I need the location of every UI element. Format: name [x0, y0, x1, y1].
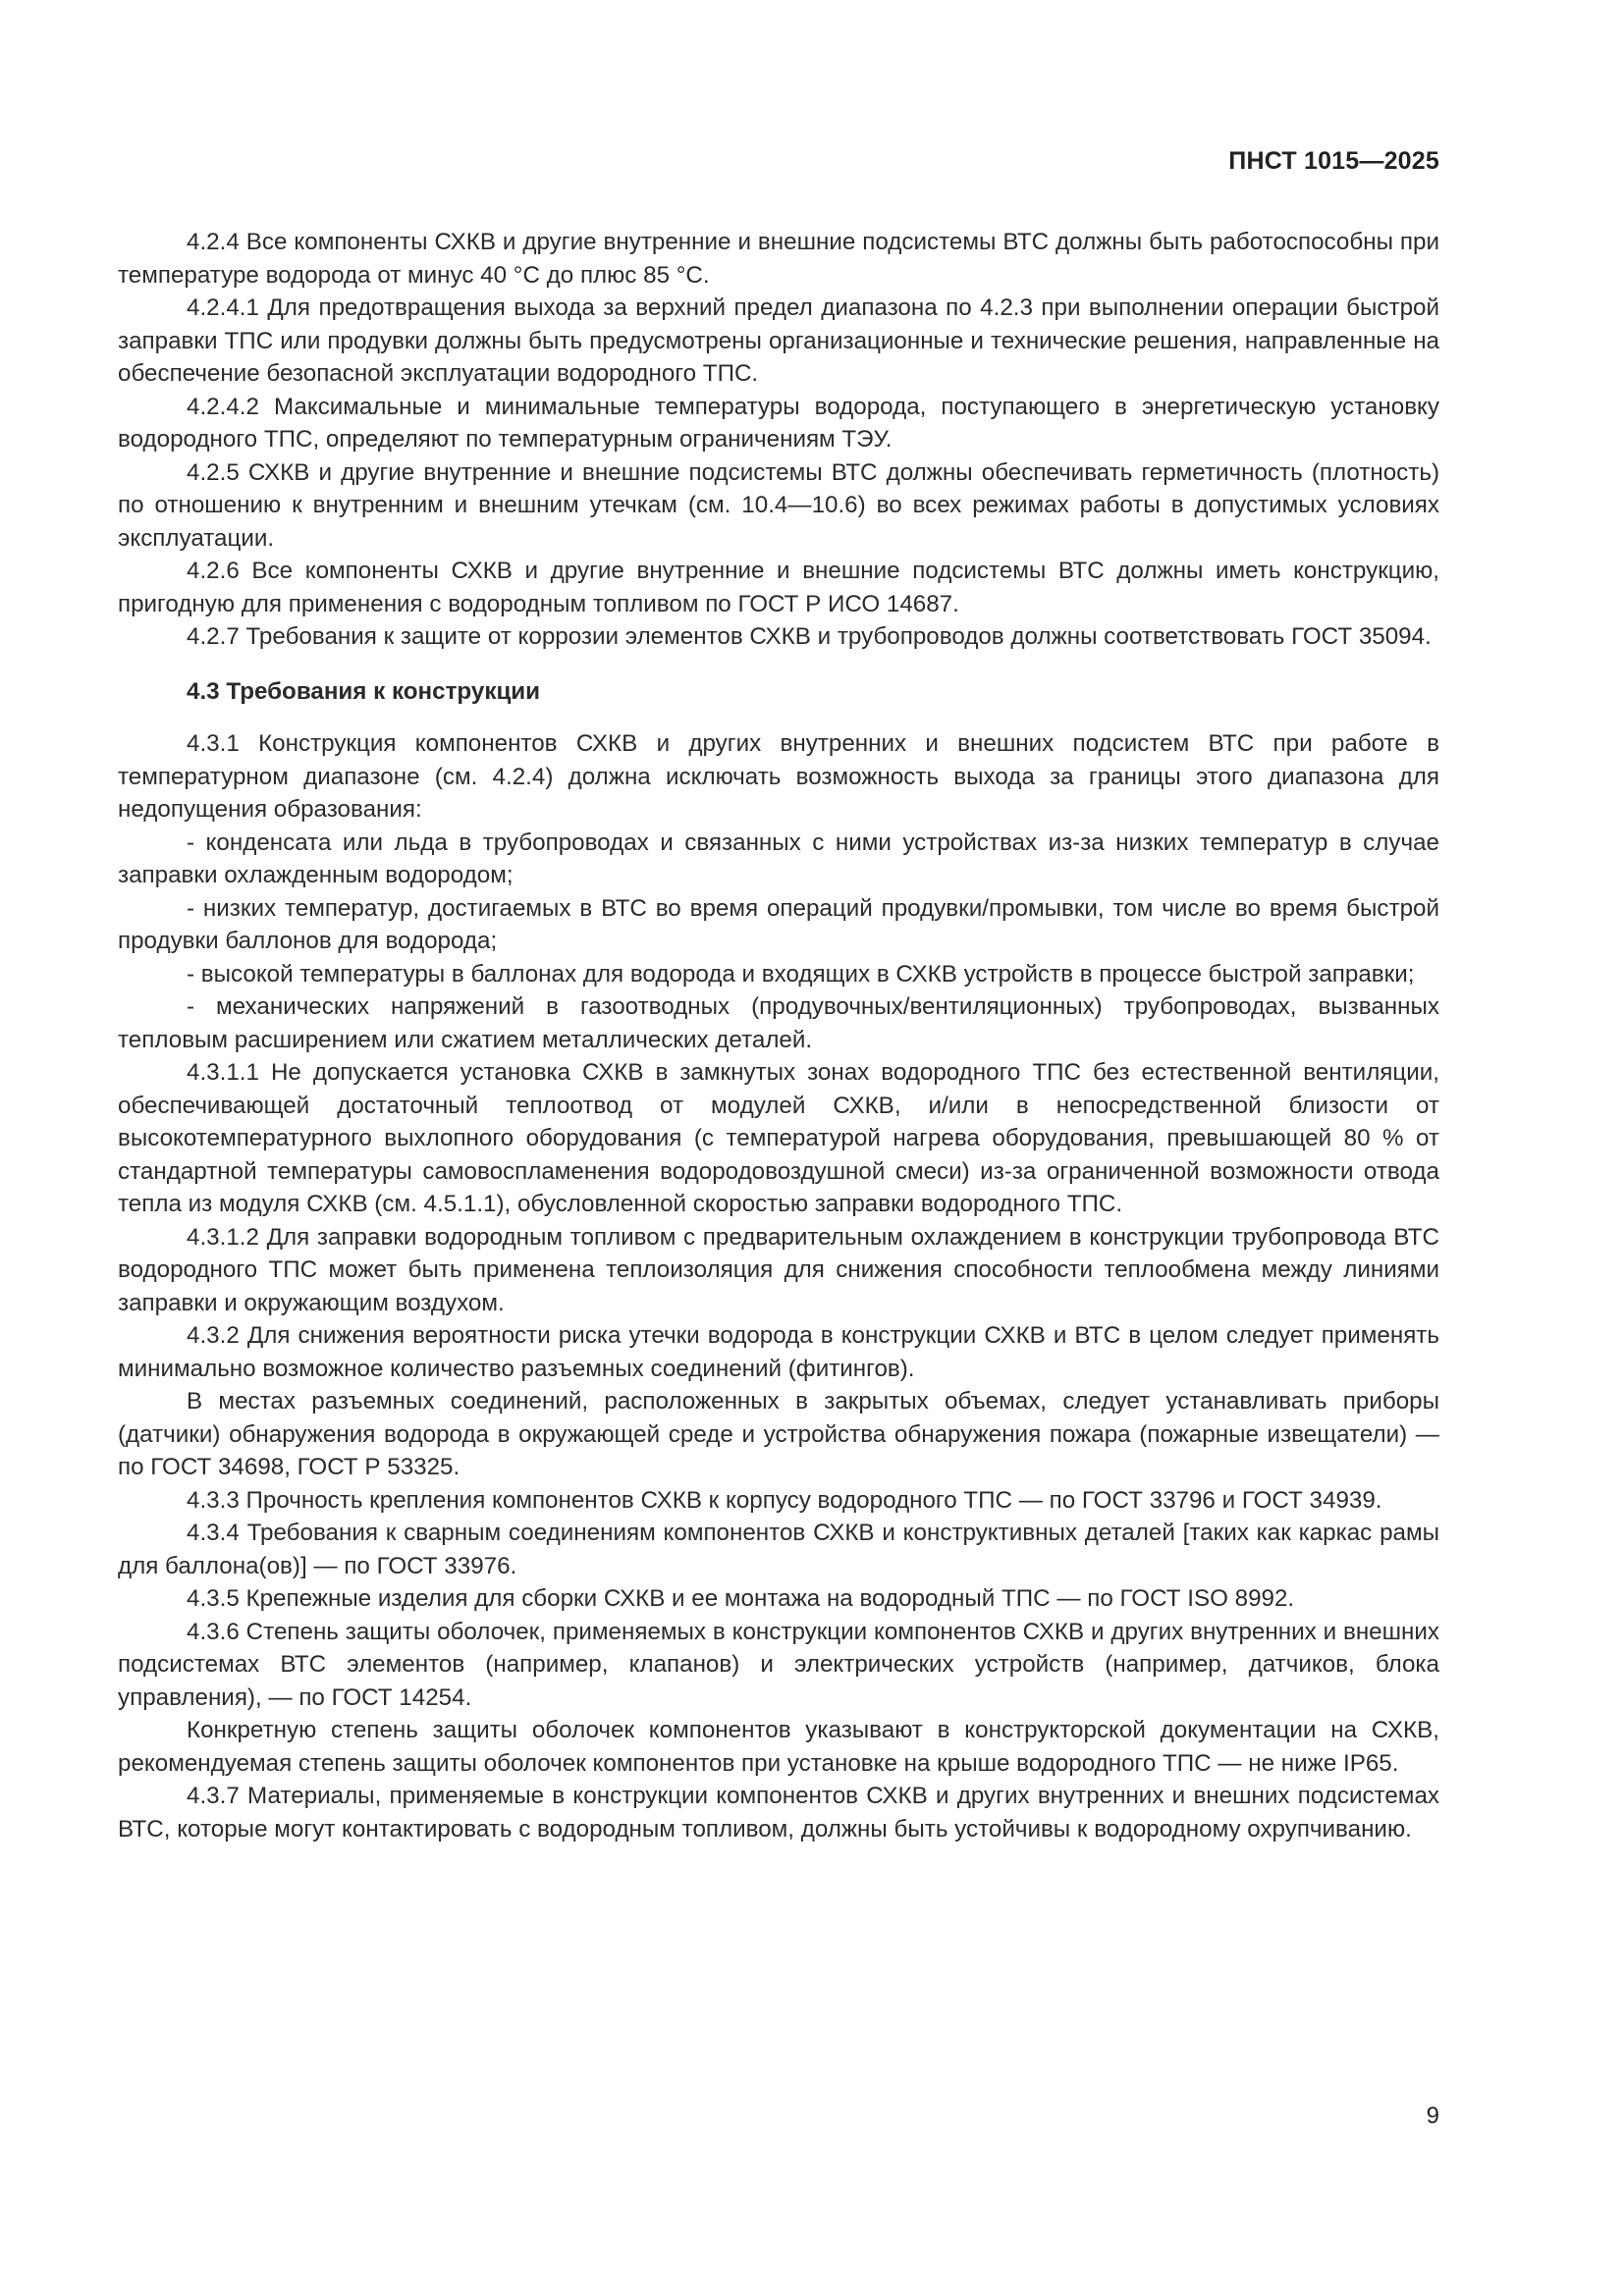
list-item-condensate: - конденсата или льда в трубопроводах и связанных с ними устройствах из-за низких температур в случае заправки охлажденным водородом; [118, 828, 1439, 888]
paragraph-4-3-3: 4.3.3 Прочность крепления компонентов СХКВ к корпусу водородного ТПС — по ГОСТ 33796 и ГОСТ 34939. [187, 1486, 1382, 1514]
paragraph-4-3-6: 4.3.6 Степень защиты оболочек, применяемых в конструкции компонентов СХКВ и других внутренних и внешних подсистемах ВТС элементов (например, клапанов) и электрических устройств (например, датчиков, блока управления), — по ГОСТ 14254. [118, 1618, 1439, 1711]
paragraph-4-3-1: 4.3.1 Конструкция компонентов СХКВ и других внутренних и внешних подсистем ВТС при работе в температурном диапазоне (см. 4.2.4) должна исключать возможность выхода за границы этого диапазона для недопущения образования: [118, 730, 1439, 823]
paragraph-4-2-4-2: 4.2.4.2 Максимальные и минимальные температуры водорода, поступающего в энергетическую установку водородного ТПС, определяют по температурным ограничениям ТЭУ. [118, 393, 1439, 453]
page-number: 9 [1426, 2103, 1439, 2129]
paragraph-4-3-6-note: Конкретную степень защиты оболочек компонентов указывают в конструкторской документации на СХКВ, рекомендуемая степень защиты оболочек компонентов при установке на крыше водородного ТПС — не ниже IP65. [118, 1717, 1439, 1777]
paragraph-4-3-7: 4.3.7 Материалы, применяемые в конструкции компонентов СХКВ и других внутренних и внешних подсистемах ВТС, которые могут контактировать с водородным топливом, должны быть устойчивы к водородному охрупчиванию. [118, 1783, 1439, 1842]
paragraph-4-2-5: 4.2.5 СХКВ и другие внутренние и внешние подсистемы ВТС должны обеспечивать герметичность (плотность) по отношению к внутренним и внешним утечкам (см. 10.4—10.6) во всех режимах работы в допустимых условиях эксплуатации. [118, 458, 1439, 552]
paragraph-4-3-4: 4.3.4 Требования к сварным соединениям компонентов СХКВ и конструктивных деталей [таких как каркас рамы для баллона(ов)] — по ГОСТ 33976. [118, 1520, 1439, 1579]
paragraph-4-3-1-1: 4.3.1.1 Не допускается установка СХКВ в замкнутых зонах водородного ТПС без естественной вентиляции, обеспечивающей достаточный теплоотвод от модулей СХКВ, и/или в непосредственной близости от высокотемпературного выхлопного оборудования (с температурой нагрева оборудования, превышающей 80 % от стандартной температуры самовоспламенения водородовоздушной смеси) из-за ограниченной возможности отвода тепла из модуля СХКВ (см. 4.5.1.1), обусловленной скоростью заправки водородного ТПС. [118, 1059, 1439, 1217]
section-heading-4-3: 4.3 Требования к конструкции [187, 677, 541, 705]
list-item-mechanical-stress: - механических напряжений в газоотводных (продувочных/вентиляционных) трубопроводах, вызванных тепловым расширением или сжатием металлических деталей. [118, 993, 1439, 1053]
document-body [118, 226, 1439, 1845]
paragraph-4-3-5: 4.3.5 Крепежные изделия для сборки СХКВ и ее монтажа на водородный ТПС — по ГОСТ ISO 8992. [187, 1585, 1295, 1612]
paragraph-4-2-6: 4.2.6 Все компоненты СХКВ и другие внутренние и внешние подсистемы ВТС должны иметь конструкцию, пригодную для применения с водородным топливом по ГОСТ Р ИСО 14687. [118, 558, 1439, 617]
paragraph-4-3-1-2: 4.3.1.2 Для заправки водородным топливом с предварительным охлаждением в конструкции трубопровода ВТС водородного ТПС может быть применена теплоизоляция для снижения способности теплообмена между линиями заправки и окружающим воздухом. [118, 1223, 1439, 1316]
list-item-low-temperatures: - низких температур, достигаемых в ВТС во время операций продувки/промывки, том числе во время быстрой продувки баллонов для водорода; [118, 894, 1439, 954]
paragraph-4-2-4: 4.2.4 Все компоненты СХКВ и другие внутренние и внешние подсистемы ВТС должны быть работоспособны при температуре водорода от минус 40 °С до плюс 85 °С. [118, 229, 1439, 289]
paragraph-4-3-2: 4.3.2 Для снижения вероятности риска утечки водорода в конструкции СХКВ и ВТС в целом следует применять минимально возможное количество разъемных соединений (фитингов). [118, 1322, 1439, 1382]
paragraph-4-2-4-1: 4.2.4.1 Для предотвращения выхода за верхний предел диапазона по 4.2.3 при выполнении операции быстрой заправки ТПС или продувки должны быть предусмотрены организационные и технические решения, направленные на обеспечение безопасной эксплуатации водородного ТПС. [118, 294, 1439, 387]
paragraph-4-2-7: 4.2.7 Требования к защите от коррозии элементов СХКВ и трубопроводов должны соответствовать ГОСТ 35094. [187, 623, 1432, 650]
list-item-high-temperature: - высокой температуры в баллонах для водорода и входящих в СХКВ устройств в процессе быстрой заправки; [187, 960, 1415, 988]
paragraph-4-3-2-note: В местах разъемных соединений, расположенных в закрытых объемах, следует устанавливать приборы (датчики) обнаружения водорода в окружающей среде и устройства обнаружения пожара (пожарные извещатели) — по ГОСТ 34698, ГОСТ Р 53325. [118, 1388, 1439, 1480]
document-code: ПНСТ 1015—2025 [1228, 147, 1439, 175]
